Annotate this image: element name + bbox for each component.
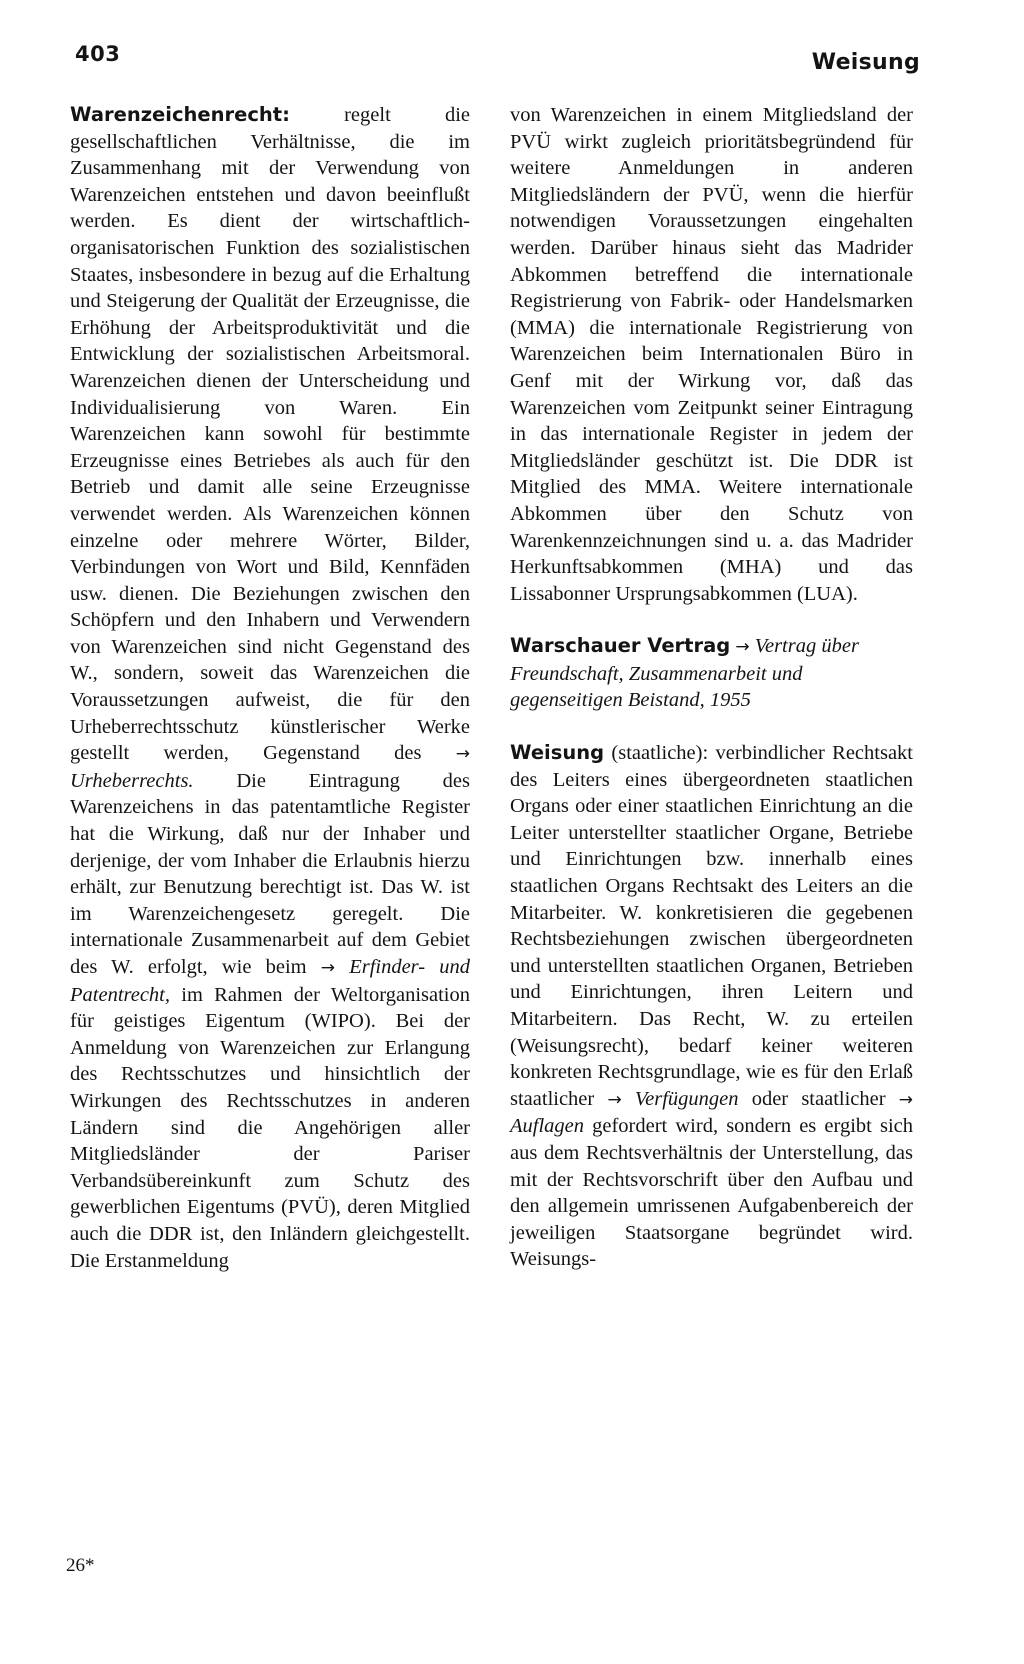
cross-reference-verfuegungen: Verfügungen bbox=[634, 1087, 739, 1110]
cross-reference-arrow-icon: → bbox=[735, 637, 750, 658]
entry-text: gefordert wird, sondern es ergibt sich aus dem Rechtsverhältnis der Unterstellung, das mit der Rechtsvorschrift über den Aufbau und den allgemein umrissenen Aufgabenbereich der jeweiligen Staatsorgane begründet wird. Weisungs- bbox=[510, 1115, 913, 1271]
entry-text: oder staatlicher bbox=[738, 1087, 899, 1110]
cross-reference-arrow-icon: → bbox=[898, 1089, 914, 1110]
cross-reference-arrow-icon: → bbox=[455, 744, 470, 765]
cross-reference-arrow-icon: → bbox=[320, 958, 336, 978]
entry-warschauer-vertrag bbox=[510, 633, 913, 714]
running-head: Weisung bbox=[811, 50, 920, 75]
cross-reference-erfinder-und-patentrecht: Erfinder- und Patentrecht, bbox=[70, 956, 470, 1006]
entry-text: Die Eintragung des Warenzeichens in das patentamtliche Register hat die Wirkung, daß nur der Inhaber und derjenige, der vom Inhaber die Erlaubnis hierzu erhält, zur Benutzung berechtigt ist. Das W. ist im Warenzeichengesetz geregelt. Die internationale Zusammenarbeit auf dem Gebiet des W. erfolgt, wie beim bbox=[70, 769, 470, 978]
entry-text: im Rahmen der Weltorganisation für geistiges Eigentum (WIPO). Bei der Anmeldung von Warenzeichen zur Erlangung des Rechtsschutzes und hinsichtlich der Wirkungen des Rechtsschutzes in anderen Ländern sind die Angehörigen aller Mitgliedsländer der Pariser Verbandsübereinkunft zum Schutz des gewerblichen Eigentums (PVÜ), deren Mitglied auch die DDR ist, den Inländern gleichgestellt. Die Erstanmeldung bbox=[70, 983, 470, 1272]
right-column bbox=[510, 102, 913, 1273]
headword-warschauer-vertrag: Warschauer Vertrag bbox=[510, 634, 731, 658]
left-column bbox=[70, 102, 470, 1274]
footer-signature: 26* bbox=[66, 1555, 95, 1576]
page-number: 403 bbox=[75, 42, 121, 66]
cross-reference-urheberrecht: Urheberrechts. bbox=[70, 769, 194, 792]
cross-reference-auflagen: Auflagen bbox=[510, 1115, 585, 1138]
entry-text: von Warenzeichen in einem Mitgliedsland der PVÜ wirkt zugleich prioritätsbegründend für weitere Anmeldungen in anderen Mitgliedsländern der PVÜ, wenn die hierfür notwendigen Voraussetzungen eingehalten werden. Darüber hinaus sieht das Madrider Abkommen betreffend die internationale Registrierung von Fabrik- oder Handelsmarken (MMA) die internationale Registrierung von Warenzeichen beim Internationalen Büro in Genf mit der Wirkung vor, daß das Warenzeichen vom Zeitpunkt seiner Eintragung in das internationale Register in jedem der Mitgliedsländer geschützt ist. Die DDR ist Mitglied des MMA. Weitere internationale Abkommen über den Schutz von Warenkennzeichnungen sind u. a. das Madrider Herkunftsabkommen (MHA) und das Lissabonner Ursprungsabkommen (LUA). bbox=[510, 104, 913, 605]
entry-warenzeichenrecht bbox=[70, 102, 470, 1274]
entry-text: regelt die gesellschaftlichen Verhältnisse, die im Zusammenhang mit der Verwendung von Warenzeichen entstehen und davon beeinflußt werden. Es dient der wirtschaftlich-organisatorischen Funktion des sozialistischen Staates, insbesondere in bezug auf die Erhaltung und Steigerung der Qualität der Erzeugnisse, die Erhöhung der Arbeitsproduktivität und die Entwicklung der sozialistischen Arbeitsmoral. Warenzeichen dienen der Unterscheidung und Individualisierung von Waren. Ein Warenzeichen kann sowohl für bestimmte Erzeugnisse eines Betriebes als auch für den Betrieb und damit alle seine Erzeugnisse verwendet werden. Als Warenzeichen können einzelne oder mehrere Wörter, Bilder, Verbindungen von Wort und Bild, Kennfäden usw. dienen. Die Beziehungen zwischen den Schöpfern und den Inhabern und Verwendern von Warenzeichen sind nicht Gegenstand des W., sondern, soweit das Warenzeichen die Voraussetzungen aufweist, die für den Urheberrechtsschutz künstlerischer Werke gestellt werden, Gegenstand des bbox=[70, 104, 470, 765]
cross-reference-vertrag-freundschaft: Vertrag über Freundschaft, Zusammenarbeit und gegenseitigen Beistand, 1955 bbox=[510, 635, 859, 712]
cross-reference-arrow-icon: → bbox=[607, 1089, 622, 1110]
entry-warenzeichenrecht-continued bbox=[510, 102, 913, 607]
entry-weisung bbox=[510, 740, 913, 1273]
headword-weisung: Weisung bbox=[510, 741, 605, 765]
headword-warenzeichenrecht: Warenzeichenrecht: bbox=[70, 103, 290, 126]
entry-text: (staatliche): verbindlicher Rechtsakt des Leiters eines übergeordneten staatlichen Organs oder einer staatlichen Einrichtung an die Leiter unterstellter staatlicher Organe, Betriebe und Einrichtungen bzw. innerhalb eines staatlichen Organs Rechtsakt des Leiters an die Mitarbeiter. W. konkretisieren die gegebenen Rechtsbeziehungen zwischen übergeordneten und unterstellten staatlichen Organen, Betrieben und Einrichtungen, ihren Leitern und Mitarbeitern. Das Recht, W. zu erteilen (Weisungsrecht), bedarf keiner weiteren konkreten Rechtsgrundlage, wie es für den Erlaß staatlicher bbox=[510, 742, 913, 1110]
